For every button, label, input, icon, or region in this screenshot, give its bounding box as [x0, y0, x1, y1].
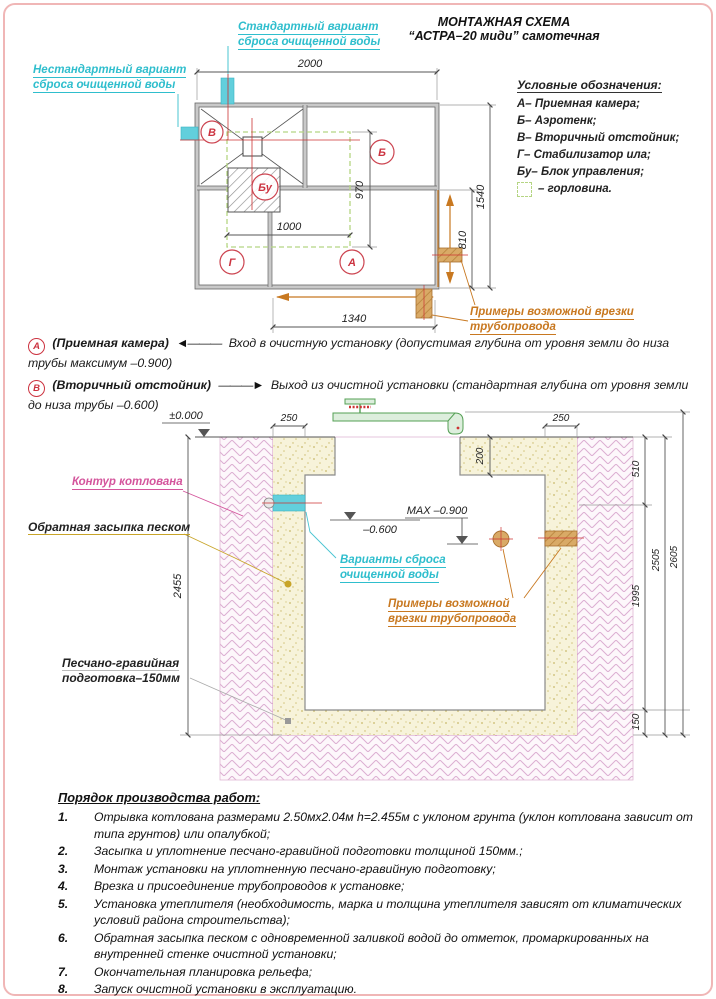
level-zero: ±0.000	[169, 410, 203, 422]
dim-510: 510	[631, 460, 642, 478]
worklist-item: 8. Запуск очистной установки в эксплуатацию.	[58, 982, 357, 996]
title-block	[404, 15, 604, 43]
legend-item: Бу– Блок управления;	[517, 166, 645, 178]
marker-g: Г	[228, 257, 236, 269]
marker-bu: Бу	[258, 182, 272, 194]
arrow-right-icon: ———►	[218, 377, 264, 392]
worklist-item: 1. Отрывка котлована размерами 2.50мх2.04м h=2.455м с уклоном грунта (уклон котлована зависит от типа грунтов) или опалубкой;	[58, 810, 693, 841]
legend-item: Б– Аэротенк;	[517, 115, 597, 127]
standard-discharge-pipe	[221, 78, 234, 104]
label-plan-pipe-examples: Примеры возможной врезки трубопровода	[470, 306, 634, 333]
label-sand-prep: Песчано-гравийная подготовка–150мм	[62, 656, 180, 685]
notes	[28, 335, 696, 419]
dim-1000: 1000	[276, 221, 302, 233]
legend-heading: Условные обозначения:	[517, 78, 662, 92]
note-a: А (Приемная камера) ◄——— Вход в очистную установку (допустимая глубина от уровня земли до низа трубы максимум –0.900)	[28, 336, 670, 371]
worklist-item: 7. Окончательная планировка рельефа;	[58, 964, 313, 979]
nonstandard-discharge-pipe	[181, 127, 198, 140]
worklist-item: 4. Врезка и присоединение трубопроводов к установке;	[58, 879, 405, 893]
note-a-marker: А	[28, 338, 45, 355]
dim-2505: 2505	[651, 548, 662, 572]
marker-a: А	[348, 257, 356, 269]
legend-item: В– Вторичный отстойник;	[517, 132, 680, 144]
note-v-marker: В	[28, 380, 45, 397]
dim-2000: 2000	[297, 58, 323, 70]
gorlovina-symbol	[517, 182, 532, 197]
section-sand	[273, 437, 577, 735]
label-pit-contour: Контур котлована	[72, 476, 183, 488]
drawing-subtitle: “АСТРА–20 миди” самотечная	[408, 29, 600, 43]
label-discharge-options: Варианты сброса очищенной воды	[340, 554, 446, 581]
label-backfill: Обратная засыпка песком	[28, 520, 191, 534]
dim-250-right: 250	[552, 413, 570, 424]
dim-1340: 1340	[341, 313, 367, 325]
label-nonstandard-discharge: Нестандартный вариант сброса очищенной воды	[33, 64, 187, 91]
drawing-title: МОНТАЖНАЯ СХЕМА	[437, 15, 571, 29]
legend-item-gorlovina: – горловина.	[517, 181, 707, 198]
dim-2605: 2605	[669, 545, 680, 569]
worklist-item: 3. Монтаж установки на уплотненную песчано-гравийную подготовку;	[58, 861, 496, 876]
dim-970: 970	[354, 180, 366, 200]
legend-item: А– Приемная камера;	[517, 98, 640, 110]
level-max: MAX –0.900	[406, 505, 468, 517]
level-marks	[162, 410, 478, 544]
dim-1540: 1540	[475, 184, 487, 210]
arrow-left-icon: ◄———	[176, 336, 222, 350]
dim-250-left: 250	[280, 413, 298, 424]
label-standard-discharge: Стандартный вариант сброса очищенной воды	[238, 21, 381, 48]
pit-contour	[273, 437, 577, 735]
label-section-pipe-examples: Примеры возможной врезки трубопровода	[388, 598, 517, 625]
dim-810: 810	[457, 230, 469, 250]
level-out: –0.600	[363, 524, 397, 536]
note-v: В (Вторичный отстойник) ———► Выход из очистной установки (стандартная глубина от уровня земли до низа трубы –0.600)	[28, 377, 689, 412]
dim-200: 200	[475, 447, 486, 465]
worklist	[58, 790, 703, 999]
marker-b: Б	[378, 147, 386, 159]
dim-2455: 2455	[172, 573, 184, 599]
dim-1995: 1995	[631, 584, 642, 608]
section-view	[162, 399, 690, 780]
worklist-heading: Порядок производства работ:	[58, 790, 261, 805]
plan-view	[178, 46, 496, 333]
worklist-item: 6. Обратная засыпка песком с одновременной заливкой водой до отметок, промаркированных на внутренней стенке очистной установки;	[58, 930, 649, 961]
dim-150: 150	[631, 713, 642, 731]
discharge-leader	[306, 512, 336, 558]
marker-v: В	[208, 127, 216, 139]
worklist-item: 5. Установка утеплителя (необходимость, марка и толщина утеплителя зависят от климатических условий района строительства);	[58, 896, 682, 927]
worklist-item: 2. Засыпка и уплотнение песчано-гравийной подготовки толщиной 150мм.;	[58, 844, 523, 858]
legend-item: Г– Стабилизатор ила;	[517, 149, 651, 161]
legend	[517, 78, 707, 198]
